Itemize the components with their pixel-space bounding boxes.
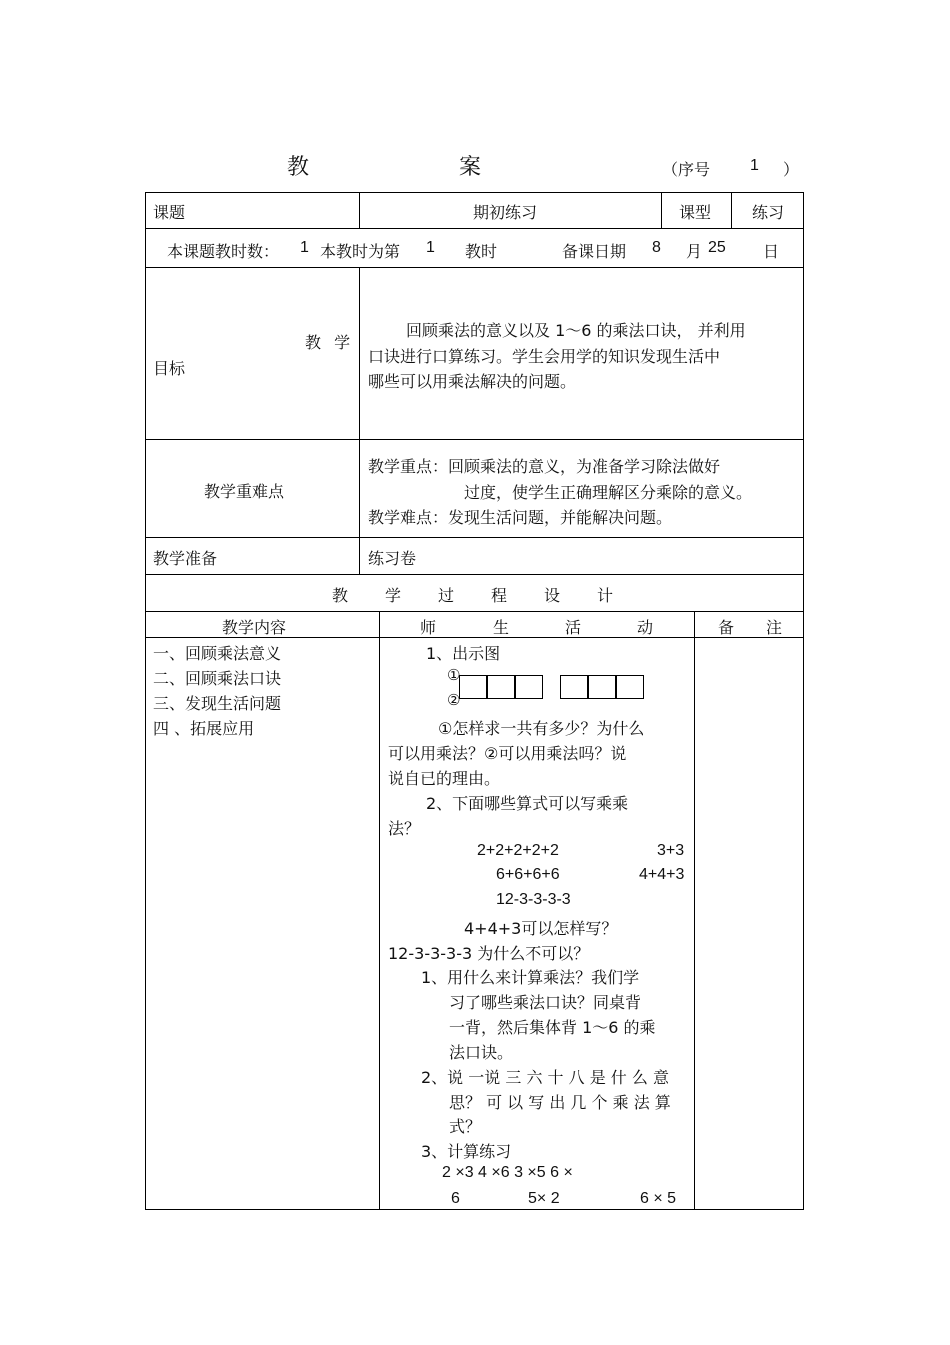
title-char-2: 案 <box>459 155 482 180</box>
calc-row: 2 ×3 4 ×6 3 ×5 6 × <box>442 1164 573 1181</box>
key-points-label: 教学重难点 <box>204 482 285 501</box>
table-border <box>145 267 804 268</box>
goal-label-part2: 目标 <box>153 359 186 378</box>
topic-value: 期初练习 <box>473 203 538 222</box>
difficult-point-line: 教学难点：发现生活问题，并能解决问题。 <box>368 508 673 527</box>
activity-line: 可以用乘法？②可以用乘法吗？说 <box>388 744 627 763</box>
current-period-label: 本教时为第 <box>320 242 401 261</box>
table-border <box>359 192 360 228</box>
table-border <box>661 192 662 228</box>
column-header-activity-char: 生 <box>493 618 510 637</box>
activity-line: 习了哪些乘法口诀？同桌背 <box>449 993 642 1012</box>
activity-line: 2、下面哪些算式可以写乘乘 <box>426 794 629 813</box>
column-header-activity-char: 动 <box>637 618 654 637</box>
expression: 12-3-3-3-3 <box>496 891 571 908</box>
content-item: 一、回顾乘法意义 <box>153 644 282 663</box>
current-period-value: 1 <box>426 239 435 256</box>
table-border <box>379 611 380 1209</box>
picture-box <box>487 675 515 699</box>
process-title-char: 设 <box>544 586 561 605</box>
table-border <box>359 267 360 574</box>
table-border <box>694 611 695 1209</box>
column-header-note-char: 注 <box>766 618 783 637</box>
content-item: 二、回顾乘法口诀 <box>153 669 282 688</box>
sequence-open: （序号 <box>662 160 711 179</box>
table-border <box>803 192 804 1209</box>
process-title-char: 计 <box>597 586 614 605</box>
key-point-line: 过度，使学生正确理解区分乘除的意义。 <box>464 483 753 502</box>
activity-line: 说自已的理由。 <box>388 769 501 788</box>
current-period-unit: 教时 <box>465 242 498 261</box>
content-item: 三、发现生活问题 <box>153 694 282 713</box>
expression: 3+3 <box>657 842 685 859</box>
expression: 4+4+3 <box>639 866 685 883</box>
process-title-char: 程 <box>491 586 508 605</box>
sequence-number: 1 <box>750 157 759 174</box>
activity-line: 4+4+3可以怎样写？ <box>464 919 618 938</box>
activity-line: 12-3-3-3-3 为什么不可以？ <box>388 944 590 963</box>
table-border <box>731 192 732 228</box>
activity-line: 1、出示图 <box>426 644 501 663</box>
process-title-char: 学 <box>385 586 402 605</box>
goal-text-line: 回顾乘法的意义以及 1～6 的乘法口诀， 并利用 <box>406 321 746 340</box>
preparation-value: 练习卷 <box>368 549 417 568</box>
key-point-line: 教学重点：回顾乘法的意义，为准备学习除法做好 <box>368 457 721 476</box>
expression: 6+6+6+6 <box>496 866 560 883</box>
table-border <box>145 574 804 575</box>
column-header-activity-char: 活 <box>565 618 582 637</box>
activity-line: 2、说 一说 三 六 十 八 是 什 么 意 <box>421 1068 669 1087</box>
goal-label-part1: 教 学 <box>305 333 355 352</box>
table-border <box>145 192 804 193</box>
prep-date-month: 8 <box>652 239 661 256</box>
goal-text-line: 哪些可以用乘法解决的问题。 <box>368 372 577 391</box>
table-border <box>145 1209 804 1210</box>
column-header-note-char: 备 <box>718 618 735 637</box>
prep-date-day-unit: 日 <box>763 242 780 261</box>
picture-box <box>616 675 644 699</box>
total-periods-label: 本课题教时数： <box>167 242 280 261</box>
prep-date-day: 25 <box>708 239 726 256</box>
preparation-label: 教学准备 <box>153 549 218 568</box>
activity-line: 一背，然后集体背 1～6 的乘 <box>449 1018 656 1037</box>
calc-item: 6 <box>451 1190 460 1207</box>
activity-line: 3、计算练习 <box>421 1142 512 1161</box>
picture-box <box>588 675 616 699</box>
activity-line: 式？ <box>449 1117 482 1136</box>
circle-label: ② <box>447 691 461 709</box>
prep-date-label: 备课日期 <box>562 242 627 261</box>
process-title-char: 教 <box>332 586 349 605</box>
table-border <box>145 228 804 229</box>
calc-item: 6 × 5 <box>640 1190 677 1207</box>
topic-label: 课题 <box>153 203 186 222</box>
lesson-type-value: 练习 <box>752 203 785 222</box>
picture-box <box>515 675 543 699</box>
table-border <box>145 611 804 612</box>
sequence-close: ） <box>783 160 800 179</box>
activity-line: 1、用什么来计算乘法？我们学 <box>421 968 640 987</box>
prep-date-month-unit: 月 <box>686 242 703 261</box>
table-border <box>145 439 804 440</box>
activity-line: 法？ <box>388 819 421 838</box>
table-border <box>145 192 146 1209</box>
total-periods-value: 1 <box>300 239 309 256</box>
activity-line: 思？ 可 以 写 出 几 个 乘 法 算 <box>449 1093 671 1112</box>
expression: 2+2+2+2+2 <box>477 842 559 859</box>
lesson-type-label: 课型 <box>679 203 712 222</box>
content-item: 四 、拓展应用 <box>153 719 255 738</box>
goal-text-line: 口诀进行口算练习。学生会用学的知识发现生活中 <box>368 347 721 366</box>
circle-label: ① <box>447 666 461 684</box>
calc-item: 5× 2 <box>528 1190 560 1207</box>
activity-line: ①怎样求一共有多少？为什么 <box>438 719 645 738</box>
picture-box <box>459 675 487 699</box>
column-header-content: 教学内容 <box>222 618 287 637</box>
activity-line: 法口诀。 <box>449 1043 514 1062</box>
column-header-activity-char: 师 <box>420 618 437 637</box>
title-char-1: 教 <box>287 155 310 180</box>
table-border <box>145 537 804 538</box>
process-title-char: 过 <box>438 586 455 605</box>
picture-box <box>560 675 588 699</box>
